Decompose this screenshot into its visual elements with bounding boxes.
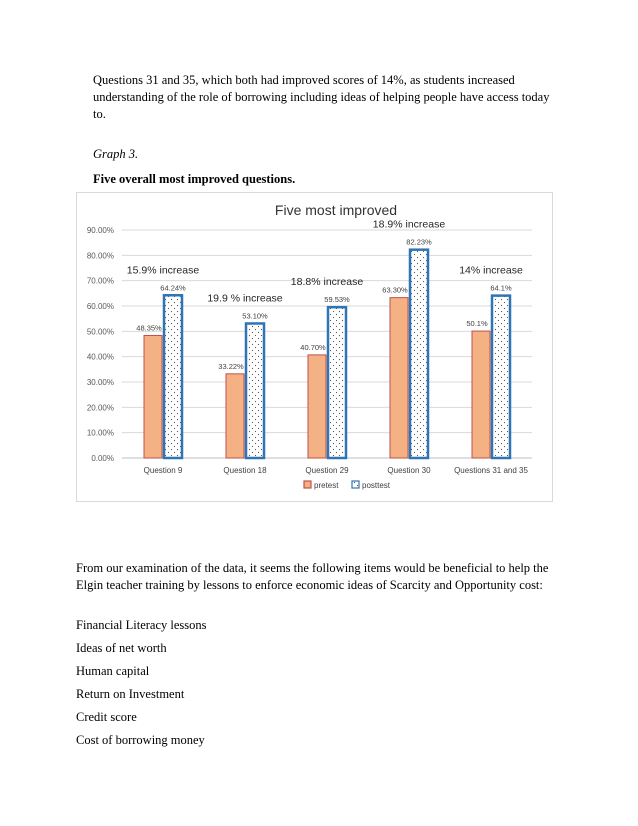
bar-posttest [410,250,428,458]
list-item: Return on Investment [76,687,185,701]
y-tick-label: 40.00% [86,352,114,362]
increase-annotation: 15.9% increase [126,264,200,277]
y-tick-label: 80.00% [86,251,114,261]
data-label: 53.10% [242,311,268,321]
list-item: Credit score [76,710,137,724]
data-label: 64.1% [490,283,512,293]
data-label: 63.30% [382,285,408,295]
y-tick-label: 70.00% [86,276,114,286]
data-label: 64.24% [160,283,186,293]
x-tick-label: Question 9 [143,466,183,475]
bar-pretest [226,374,244,458]
legend-label-pretest: pretest [314,481,339,490]
data-label: 82.23% [406,237,432,247]
data-label: 48.35% [136,323,162,333]
x-tick-label: Question 29 [305,466,349,475]
graph-label: Graph 3. [93,147,139,161]
bar-pretest [390,298,408,458]
chart-title: Five most improved [274,202,398,218]
y-tick-label: 60.00% [86,302,114,311]
increase-annotation: 14% increase [459,264,523,277]
increase-annotation: 18.9% increase [372,218,446,231]
data-label: 33.22% [218,361,244,371]
x-tick-label: Questions 31 and 35 [454,466,528,475]
graph-heading: Five overall most improved questions. [93,172,296,186]
y-tick-label: 50.00% [86,327,114,337]
list-item: Ideas of net worth [76,641,167,655]
increase-annotation: 19.9 % increase [207,292,283,305]
legend-label-posttest: posttest [362,481,391,490]
increase-annotation: 18.8% increase [290,276,364,289]
list-item: Financial Literacy lessons [76,618,207,632]
x-tick-label: Question 18 [223,466,267,475]
y-tick-label: 10.00% [86,428,114,438]
bar-posttest [164,295,182,458]
intro-paragraph: Questions 31 and 35, which both had improved scores of 14%, as students increased understanding of the role of borrowing including ideas of helping people have access today to. [93,73,550,121]
y-tick-label: 0.00% [91,454,114,463]
chart-legend [304,481,391,490]
conclusion-paragraph: From our examination of the data, it seems the following items would be beneficial to help the Elgin teacher training by lessons to enforce economic ideas of Scarcity and Opportunity cost: [76,561,549,592]
list-item: Cost of borrowing money [76,733,205,747]
bar-posttest [328,307,346,458]
y-tick-label: 30.00% [86,378,114,387]
bar-posttest [246,323,264,458]
topic-list [76,614,207,752]
bar-pretest [144,336,162,458]
bar-pretest [472,331,490,458]
data-label: 40.70% [300,342,326,352]
y-tick-label: 20.00% [86,403,114,413]
chart-canvas [77,193,552,501]
x-tick-label: Question 30 [387,466,431,475]
y-tick-label: 90.00% [86,226,114,235]
legend-swatch-posttest [352,481,359,488]
data-label: 59.53% [324,295,350,305]
bar-chart [76,192,553,502]
data-label: 50.1% [466,319,488,329]
bar-posttest [492,296,510,458]
bar-pretest [308,355,326,458]
legend-swatch-pretest [304,481,311,488]
list-item: Human capital [76,664,150,678]
